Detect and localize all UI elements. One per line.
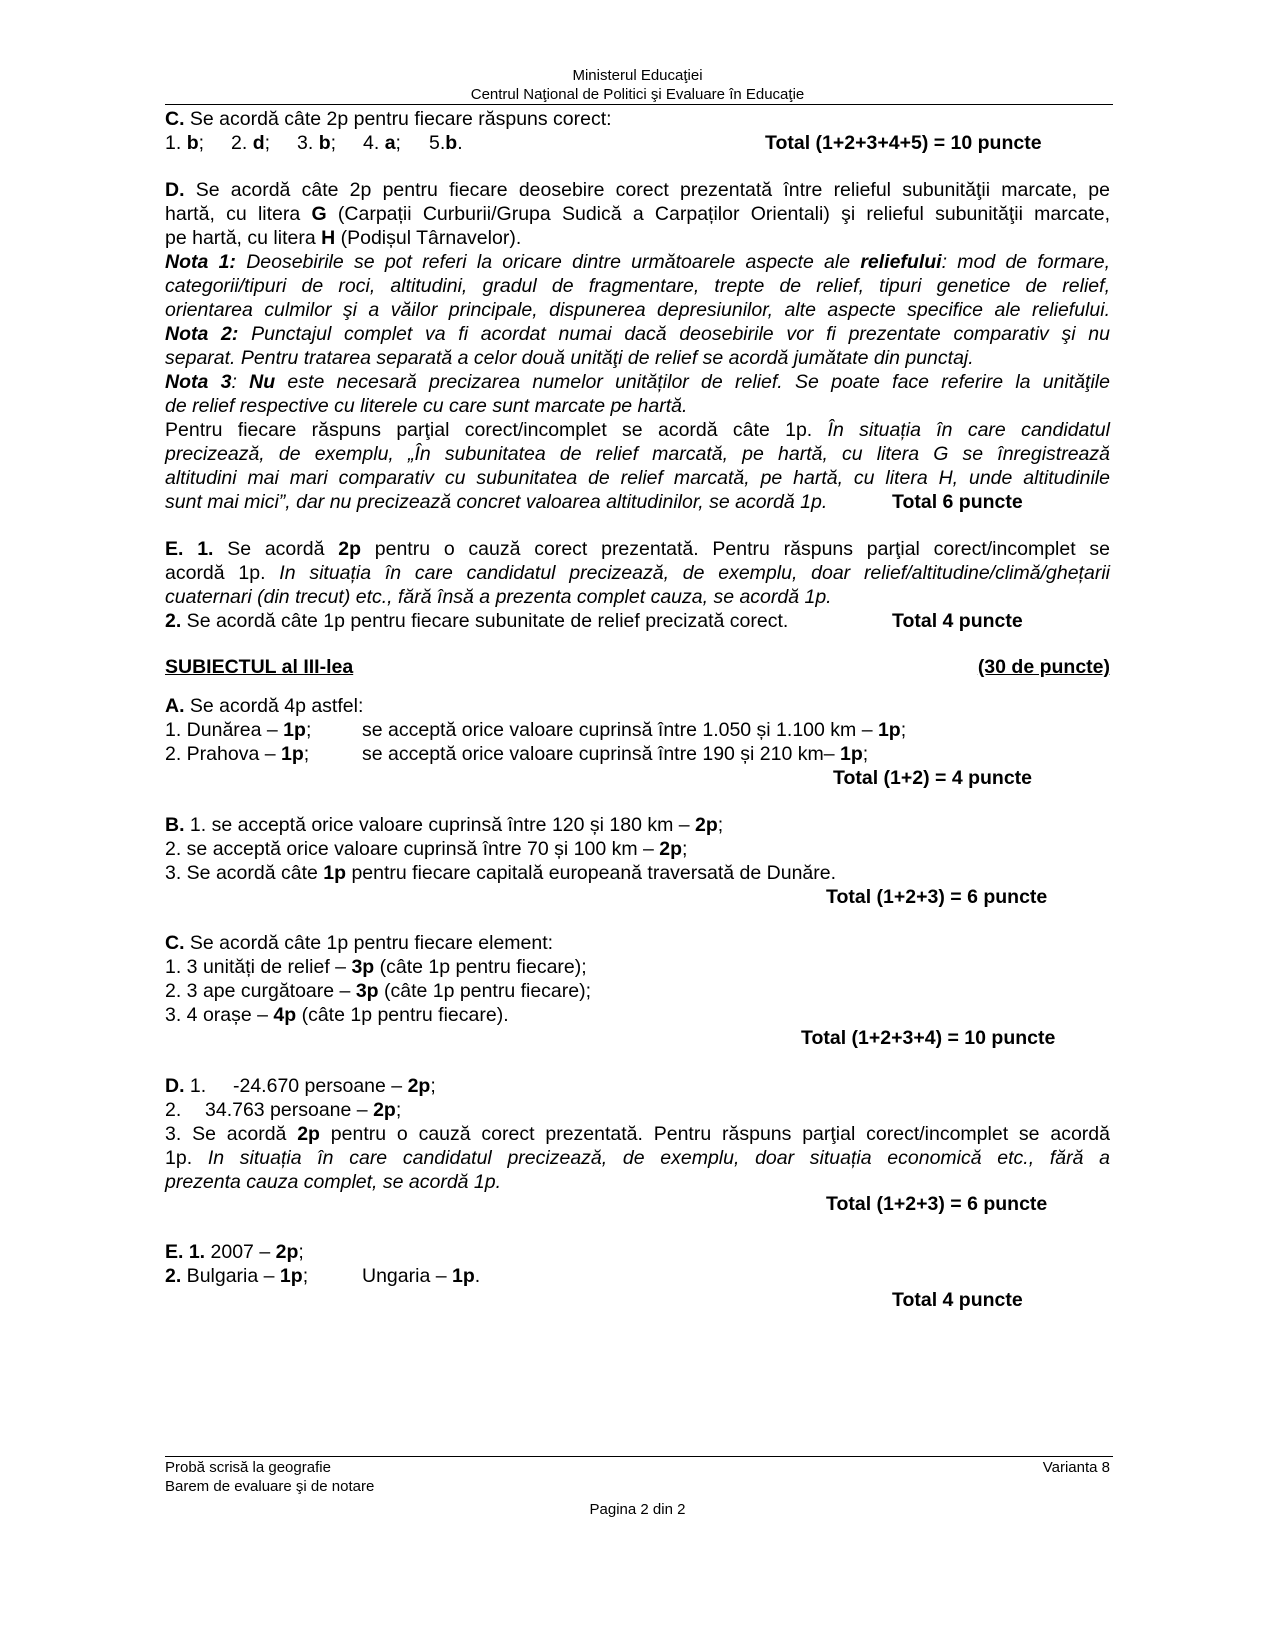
s3-e-line-2: 2. Bulgaria – 1p; Ungaria – 1p. [165,1265,481,1287]
footer-exam-name: Probă scrisă la geografie [165,1459,331,1476]
header-center: Centrul Naţional de Politici şi Evaluare în Educaţie [470,86,805,103]
section-e-line-4: 2. Se acordă câte 1p pentru fiecare subunitate de relief precizată corect. Total 4 puncte [165,610,1023,632]
s3-e-total: Total 4 puncte [892,1289,1023,1311]
s3-d-line-2: 2. 34.763 persoane – 2p; [165,1099,402,1121]
nota-2-line-2: separat. Pentru tratarea separată a celor două unităţi de relief se acordă jumătate din punctaj. [165,347,974,369]
s3-a-row-1: 1. Dunărea – 1p; se acceptă orice valoare cuprinsă între 1.050 și 1.100 km – 1p; [165,719,907,741]
section-e-line-3: cuaternari (din trecut) etc., fără însă a prezenta complet cauza, se acordă 1p. [165,586,832,608]
s3-b-line-1: B. 1. se acceptă orice valoare cuprinsă între 120 și 180 km – 2p; [165,814,724,836]
footer-page-number: Pagina 2 din 2 [589,1501,686,1518]
nota-2-line-1: Nota 2: Punctajul complet va fi acordat numai dacă deosebirile vor fi prezentate comparativ şi nu [165,323,1110,345]
section-d-partial-line-2: precizează, de exemplu, „În subunitatea de relief marcată, pe hartă, cu litera G se înregistrează [165,443,1110,465]
s3-d-line-4: 1p. In situația în care candidatul precizează, de exemplu, doar situația economică etc., fără a [165,1147,1110,1169]
section-d-partial-line-1: Pentru fiecare răspuns parţial corect/incomplet se acordă câte 1p. În situația în care candidatul [165,419,1110,441]
s3-b-line-2: 2. se acceptă orice valoare cuprinsă între 70 și 100 km – 2p; [165,838,688,860]
subject-3-points: (30 de puncte) [977,656,1110,678]
section-c-total: Total (1+2+3+4+5) = 10 puncte [765,132,1042,154]
s3-c-line-3: 3. 4 orașe – 4p (câte 1p pentru fiecare). [165,1004,509,1026]
subject-3-title: SUBIECTUL al III-lea [165,656,354,678]
section-e-line-2: acordă 1p. In situația în care candidatul precizează, de exemplu, doar relief/altitudine/climă/ghețarii [165,562,1110,584]
section-d-partial-line-4: sunt mai mici”, dar nu precizează concret valoarea altitudinilor, se acordă 1p. Total 6 puncte [165,491,1023,513]
s3-a-total: Total (1+2) = 4 puncte [833,767,1033,789]
section-d-total: Total 6 puncte [892,491,1023,513]
subject-3-heading [165,655,1110,679]
nota-3-line-1: Nota 3: Nu este necesară precizarea numelor unităților de relief. Se poate face referire la unităţile [165,371,1110,393]
s3-d-line-3: 3. Se acordă 2p pentru o cauză corect prezentată. Pentru răspuns parţial corect/incomplet se acordă [165,1123,1110,1145]
section-e-total: Total 4 puncte [892,610,1023,632]
header-ministry: Ministerul Educaţiei [572,67,703,84]
s3-c-total: Total (1+2+3+4) = 10 puncte [801,1027,1056,1049]
document-page: Ministerul Educaţiei Centrul Naţional de Politici şi Evaluare în Educaţie C. Se acordă câte 2p pentru fiecare răspuns corect: 1. b; 2. d; 3. b; 4. a; 5.b. Total (1+2+3+4+5) = 10 puncte D. Se acordă câte 2p pentru fiecare deosebire corect prezentată între relieful subunităţii marcate, pe hartă, cu litera G (Carpații Curburii/Grupa Sudică a Carpaților Orientali) şi relieful subunităţii marcate, pe hartă, cu litera H (Podișul Târnavelor). Nota 1: Deosebirile se pot referi la oricare dintre următoarele aspecte ale reliefului: mod de formare, categorii/tipuri de roci, altitudini, gradul de fragmentare, trepte de relief, tipuri genetice de relief, orientarea culmilor şi a văilor principale, dispunerea depresiunilor, alte aspecte specifice ale reliefului. Nota 2: Punctajul complet va fi acordat numai dacă deosebirile vor fi prezentate comparativ şi nu separat. Pentru tratarea separată a celor două unităţi de relief se acordă jumătate din punctaj. Nota 3: Nu este necesară precizarea numelor unităților de relief. Se poate face referire la unităţile de relief respective cu literele cu care sunt marcate pe hartă. Pentru fiecare răspuns parţial corect/incomplet se acordă câte 1p. În situația în care candidatul precizează, de exemplu, „În subunitatea de relief marcată, pe hartă, cu litera G se înregistrează altitudini mai mari comparativ cu subunitatea de relief marcată, pe hartă, cu litera H, unde altitudinile sunt mai mici”, dar nu precizează concret valoarea altitudinilor, se acordă 1p. Total 6 puncte E. 1. Se acordă 2p pentru o cauză corect prezentată. Pentru răspuns parţial corect/incomplet se acordă 1p. In situația în care candidatul precizează, de exemplu, doar relief/altitudine/climă/ghețarii cuaternari (din trecut) etc., fără însă a prezenta complet cauza, se acordă 1p. 2. Se acordă câte 1p pentru fiecare subunitate de relief precizată corect. Total 4 puncte SUBIECTUL al III-lea (30 de puncte) A. Se acordă 4p astfel: 1. Dunărea – 1p; se acceptă orice valoare cuprinsă între 1.050 și 1.100 km – 1p; 2. Prahova – 1p; se acceptă orice valoare cuprinsă între 190 și 210 km– 1p; Total (1+2) = 4 puncte B. 1. se acceptă orice valoare cuprinsă între 120 și 180 km – 2p; 2. se acceptă orice valoare cuprinsă între 70 și 100 km – 2p; 3. Se acordă câte 1p pentru fiecare capitală europeană traversată de Dunăre. Total (1+2+3) = 6 puncte C. Se acordă câte 1p pentru fiecare element: 1. 3 unități de relief – 3p (câte 1p pentru fiecare); 2. 3 ape curgătoare – 3p (câte 1p pentru fiecare); 3. 4 orașe – 4p (câte 1p pentru fiecare). Total (1+2+3+4) = 10 puncte D. 1. -24.670 persoane – 2p; 2. 34.763 persoane – 2p; 3. Se acordă 2p pentru o cauză corect prezentată. Pentru răspuns parţial corect/incomplet se acordă 1p. In situația în care candidatul precizează, de exemplu, doar situația economică etc., fără a prezenta cauza complet, se acordă 1p. Total (1+2+3) = 6 puncte E. 1. 2007 – 2p; 2. Bulgaria – 1p; Ungaria – 1p. Total 4 puncte Probă scrisă la geografie Barem de evaluare şi de notare Varianta 8 Pagina 2 din 2 [0,0,1275,1650]
s3-c-line-2: 2. 3 ape curgătoare – 3p (câte 1p pentru fiecare); [165,980,592,1002]
s3-c-intro: C. Se acordă câte 1p pentru fiecare element: [165,932,554,954]
nota-1-line-3: orientarea culmilor şi a văilor principale, dispunerea depresiunilor, alte aspecte specifice ale reliefului. [165,299,1110,321]
nota-3-line-2: de relief respective cu literele cu care sunt marcate pe hartă. [165,395,688,417]
s3-a-intro: A. Se acordă 4p astfel: [165,695,364,717]
footer-rule [165,1456,1113,1457]
nota-1-line-2: categorii/tipuri de roci, altitudini, gradul de fragmentare, trepte de relief, tipuri genetice de relief, [165,275,1110,297]
section-e-line-1: E. 1. Se acordă 2p pentru o cauză corect prezentată. Pentru răspuns parţial corect/incomplet se [165,538,1110,560]
header-rule [165,104,1113,105]
section-d-line-3: pe hartă, cu litera H (Podișul Târnavelor). [165,227,522,249]
s3-d-line-5: prezenta cauza complet, se acordă 1p. [165,1171,502,1193]
s3-e-line-1: E. 1. 2007 – 2p; [165,1241,304,1263]
section-d-line-1: D. Se acordă câte 2p pentru fiecare deosebire corect prezentată între relieful subunităţii marcate, pe [165,179,1110,201]
section-c-intro: C. Se acordă câte 2p pentru fiecare răspuns corect: [165,108,612,130]
s3-b-total: Total (1+2+3) = 6 puncte [826,886,1048,908]
s3-b-line-3: 3. Se acordă câte 1p pentru fiecare capitală europeană traversată de Dunăre. [165,862,837,884]
section-d-line-2: hartă, cu litera G (Carpații Curburii/Grupa Sudică a Carpaților Orientali) şi relieful subunităţii marcate, [165,203,1111,225]
s3-c-line-1: 1. 3 unități de relief – 3p (câte 1p pentru fiecare); [165,956,587,978]
footer-barem: Barem de evaluare şi de notare [165,1478,375,1495]
section-d-partial-line-3: altitudini mai mari comparativ cu subunitatea de relief marcată, pe hartă, cu litera H, unde altitudinile [165,467,1110,489]
nota-1-line-1: Nota 1: Deosebirile se pot referi la oricare dintre următoarele aspecte ale reliefului: mod de formare, [165,251,1110,273]
s3-d-total: Total (1+2+3) = 6 puncte [826,1193,1048,1215]
footer-variant: Varianta 8 [1042,1459,1110,1476]
s3-d-line-1: D. 1. -24.670 persoane – 2p; [165,1075,436,1097]
s3-a-row-2: 2. Prahova – 1p; se acceptă orice valoare cuprinsă între 190 și 210 km– 1p; [165,743,869,765]
